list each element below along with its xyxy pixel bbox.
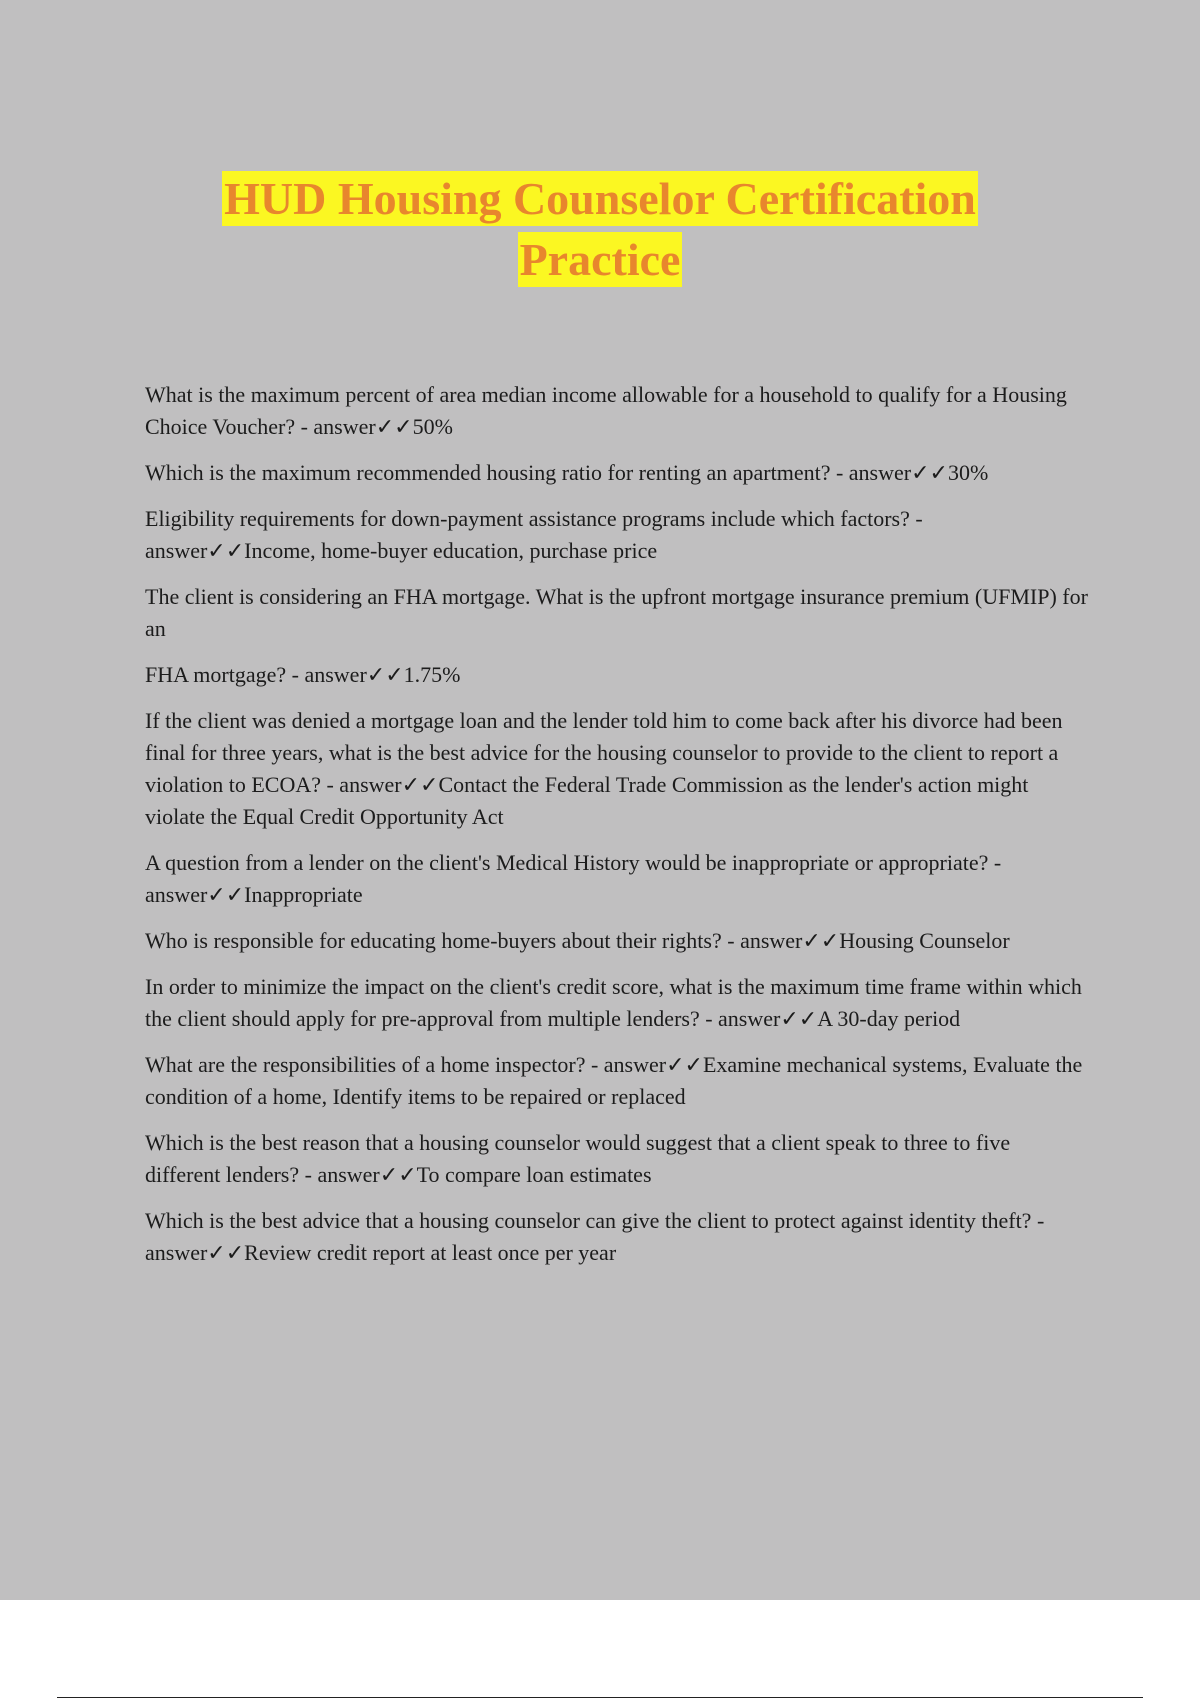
page-title	[222, 171, 978, 287]
question-item: Who is responsible for educating home-buyers about their rights? - answer✓✓Housing Counselor	[145, 928, 1010, 953]
question-item: A question from a lender on the client's Medical History would be inappropriate or appropriate? - answer✓✓Inappropriate	[145, 850, 1002, 907]
question-item: If the client was denied a mortgage loan and the lender told him to come back after his divorce had been final for three years, what is the best advice for the housing counselor to provide to the client to report a violation to ECOA? - answer✓✓Contact the Federal Trade Commission as the lender's action might violate the Equal Credit Opportunity Act	[145, 708, 1063, 829]
question-item: FHA mortgage? - answer✓✓1.75%	[145, 662, 461, 687]
question-item: In order to minimize the impact on the client's credit score, what is the maximum time frame within which the client should apply for pre-approval from multiple lenders? - answer✓✓A 30-day period	[145, 974, 1082, 1031]
question-item: Eligibility requirements for down-payment assistance programs include which factors? - answer✓✓Income, home-buyer education, purchase price	[145, 506, 923, 563]
question-list	[145, 379, 1090, 1283]
question-item: The client is considering an FHA mortgage. What is the upfront mortgage insurance premium (UFMIP) for an	[145, 584, 1088, 641]
footer-divider	[57, 1697, 1143, 1698]
page-title-line-2: Practice	[519, 234, 681, 285]
page-title-line-1: HUD Housing Counselor Certification	[224, 173, 976, 224]
question-item: What are the responsibilities of a home inspector? - answer✓✓Examine mechanical systems, Evaluate the condition of a home, Identify items to be repaired or replaced	[145, 1052, 1083, 1109]
title-block	[0, 168, 1200, 290]
question-item: Which is the maximum recommended housing ratio for renting an apartment? - answer✓✓30%	[145, 460, 989, 485]
question-item: Which is the best reason that a housing counselor would suggest that a client speak to three to five different lenders? - answer✓✓To compare loan estimates	[145, 1130, 1011, 1187]
question-item: What is the maximum percent of area median income allowable for a household to qualify for a Housing Choice Voucher? - answer✓✓50%	[145, 382, 1067, 439]
question-item: Which is the best advice that a housing counselor can give the client to protect against identity theft? - answer✓✓Review credit report at least once per year	[145, 1208, 1045, 1265]
